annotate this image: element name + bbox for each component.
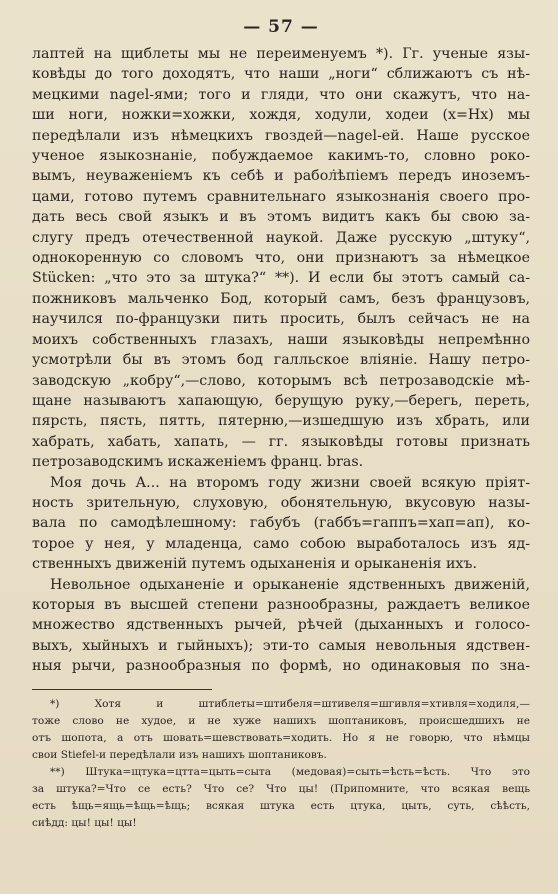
page-number: — 57 — [243,17,319,37]
footnote-line: есть ѣщь=ящь=ѣщь=ѣщь; всякая штука есть цтука, цыть, суть, сѣѣсть, [32,799,530,812]
text-line: ность зрительную, слуховую, обонятельную, вкусовую назы- [32,494,530,511]
footnote-line: *) Хотя и штиблеты=штибеля=штивеля=шгивля=хтивля=ходиля,— [50,697,530,710]
text-line: которыя въ высшей степени разнообразны, раждаетъ великое [32,596,530,613]
footnote-separator [32,689,212,690]
text-line: пожниковъ мальченко Бод, который самъ, безъ французовъ, [32,290,530,307]
text-line: хабрать, хабать, хапать, — гг. языковѣды готовы признать [32,433,530,450]
text-line: передѣлали изъ нѣмецкихъ гвоздей—nagel-ей. Наше русское [32,127,530,144]
text-line: ши ноги, ножки=хожки, хождя, ходули, ходеи (x=Hx) мы [32,107,530,124]
footnote-line: тоже слово не худое, и не хуже нашихъ шоптаниковъ, происшедшихъ не [32,714,530,727]
text-line: ученое языкознаніе, побуждаемое какимъ-то, словно роко- [32,148,530,165]
text-line: Моя дочь А... на второмъ году жизни своей всякую пріят- [50,474,530,491]
text-line: петрозаводскимъ искаженіемъ франц. bras. [32,454,364,471]
text-line: торое у нея, у младенца, само собою выработалось изъ яд- [32,535,530,552]
text-line: щане называютъ хапающую, берущую руку,—берегь, переть, [32,392,530,409]
text-line: вымъ, неуваженіемъ къ себѣ и рабол̇ѣпіемъ передъ иноземъ- [32,168,530,185]
footnote-line: отъ шопота, а отъ шовать=шевствовать=ходить. Но я не говорю, что нѣмцы [32,731,530,744]
footnote-line: **) Штука=щтука=цтта=цыть=сыта (медовая)=сыть=ѣсть=ѣсть. Что это [50,765,530,778]
footnote-line: сиѣдд: цы! цы! цы! [32,816,137,829]
text-line: мецкими nagel-ями; того и гляди, что они скажутъ, что на- [32,86,530,103]
text-line: слугу предъ отечественной наукой. Даже русскую „штуку“, [32,229,530,246]
text-line: ныя рычи, разнообразныя по формѣ, но одинаковыя по зна- [32,658,530,675]
footnote-line: за штука?=Что се есть? Что се? Что цы! (Припомните, что всякая вещь [32,782,530,795]
text-line: выхъ, хыйныхъ и гыйныхъ); эти-то самыя невольныя ядствен- [32,637,530,654]
body-text [32,44,530,677]
text-line: научился по-французки пить просить, былъ сейчасъ не на [32,311,530,328]
text-line: лаптей на щиблеты мы не переименуемъ *). Гг. ученые язы- [32,46,530,62]
text-line: пярсть, пясть, пятть, пятерню,—изшедшую изъ хбрать, или [32,413,530,430]
text-line: дать весь свой языкъ и въ этомъ видитъ какъ бы свою за- [32,209,530,226]
text-line: однокоренную со словомъ что, они признаютъ за нѣмецкое [32,250,530,267]
text-line: ковѣды до того доходятъ, что наши „ноги“ сближаютъ съ нѣ- [32,66,530,83]
text-line: Невольное одыханеніе и орыканеніе ядственныхъ движеній, [50,576,530,593]
text-line: ственныхъ движеній путемъ одыханенія и орыканенія ихъ. [32,556,477,573]
footnote-line: свои Stiefel-и передѣлали изъ нашихъ шоптаниковъ. [32,748,327,761]
text-line: множество ядственныхъ рычей, рѣчей (дыханныхъ и голосо- [32,617,530,634]
text-line: моихъ собственныхъ глазахъ, наши языковѣды непремѣнно [32,331,530,348]
footnotes [32,696,530,832]
text-line: вала по самодѣлешному: габубъ (габбъ=гаппъ=хап=ап), ко- [32,515,530,532]
text-line: усмотрѣли бы въ этомъ бод галльское вліяніе. Нашу петро- [32,352,530,369]
text-line: цами, готово путемъ сравнительнаго языкознанія своего про- [32,188,530,205]
text-line: заводскую „кобру“,—слово, которымъ всѣ петрозаводскіе мѣ- [32,372,530,389]
text-line: Stücken: „что это за штука?“ **). И если бы этотъ самый са- [32,270,530,287]
